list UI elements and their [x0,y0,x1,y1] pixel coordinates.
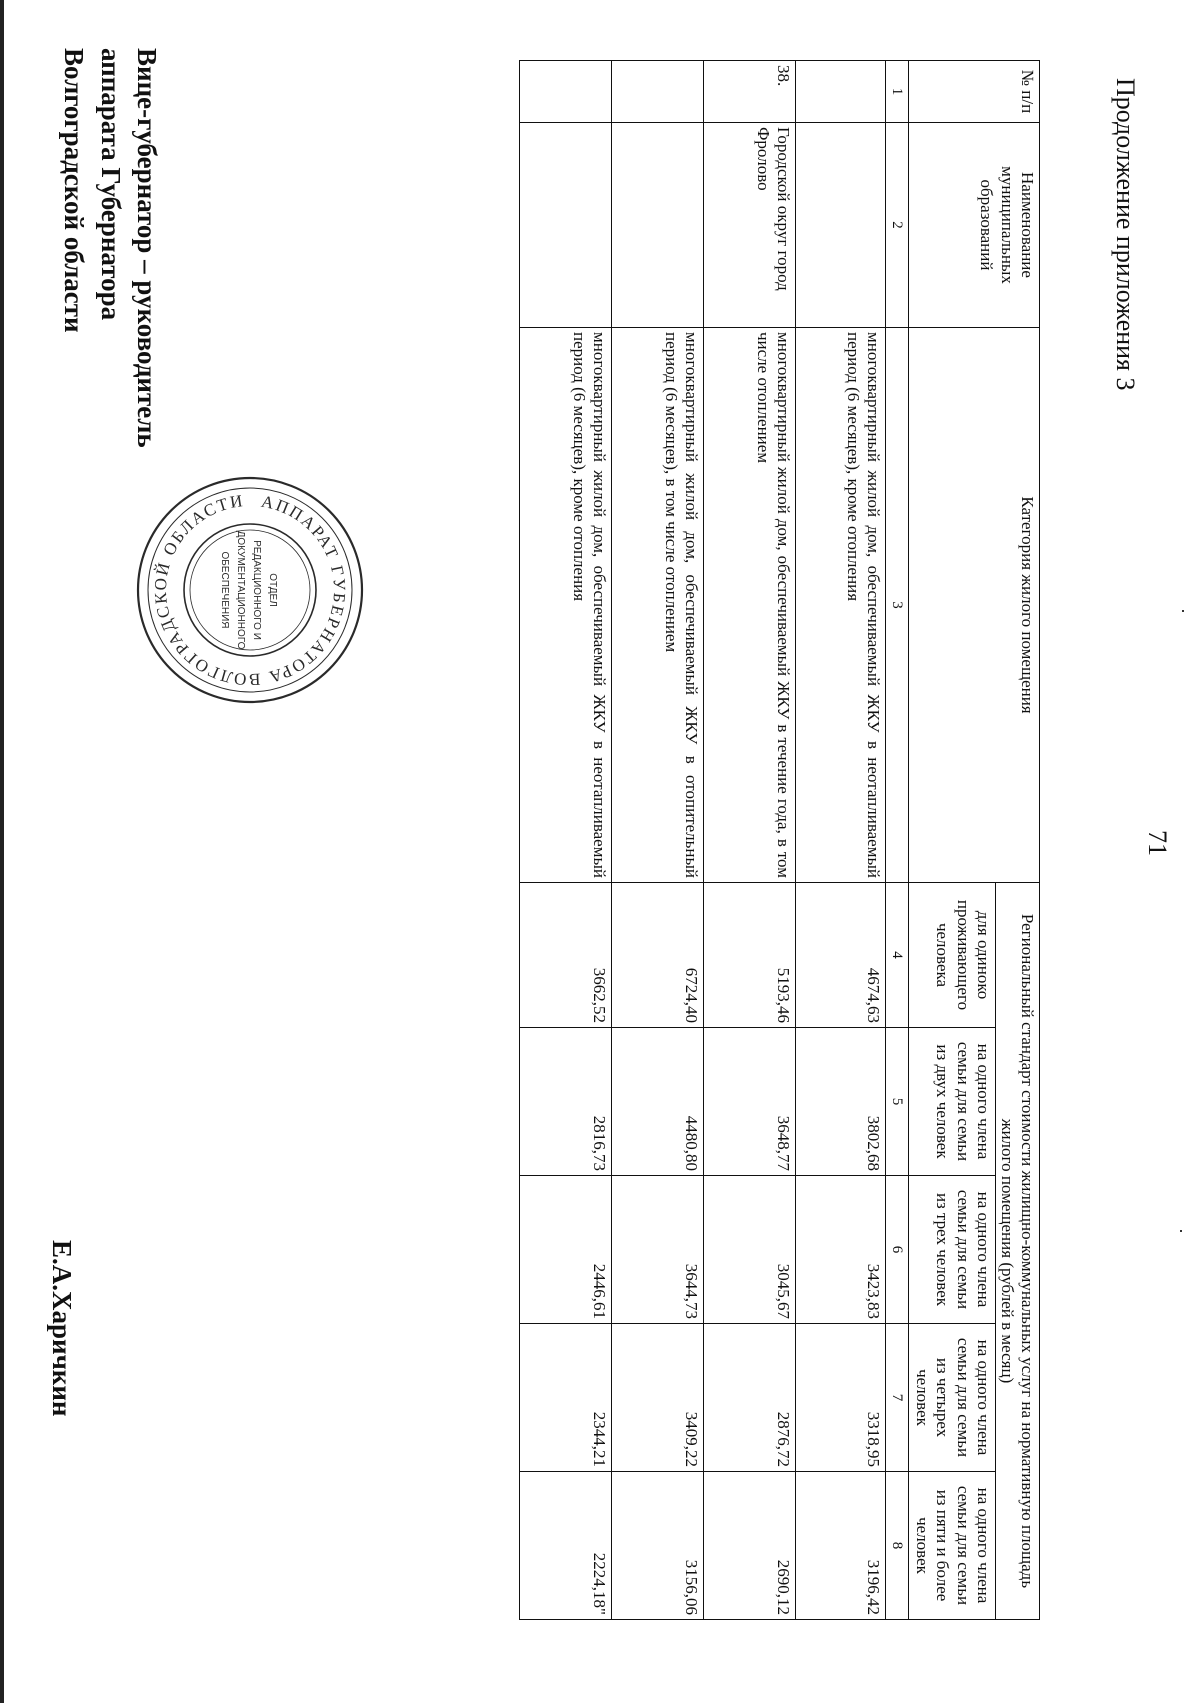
subheader-family-5plus: на одного члена семьи для семьи из пяти и более человек [909,1472,996,1620]
subheader-family-2: на одного члена семьи для семьи из двух человек [909,1028,996,1176]
row-value-family-4: 2344,21 [520,1324,612,1472]
signature-position-line: Волгоградской области [59,48,90,333]
row-value-family-5plus: 3156,06 [612,1472,704,1620]
row-value-family-4: 3318,95 [796,1324,886,1472]
row-value-family-2: 4480,80 [612,1028,704,1176]
signature-position [56,48,165,448]
row-value-family-3: 2446,61 [520,1176,612,1324]
header-category: Категория жилого помещения [909,328,1040,883]
col-num-6: 6 [886,1176,909,1324]
col-num-4: 4 [886,883,909,1028]
row-num [520,61,612,123]
row-value-family-2: 3802,68 [796,1028,886,1176]
header-num: № п/п [909,61,1040,123]
stamp-inner-line: ОТДЕЛ [267,573,278,607]
stamp-inner-line: РЕДАКЦИОННОГО И [251,540,262,640]
row-num [796,61,886,123]
subheader-family-4: на одного члена семьи для семьи из четырех человек [909,1324,996,1472]
row-num: 38. [704,61,796,123]
page-number: 71 [1143,830,1172,856]
table-row [520,61,612,1620]
signature-position-line: Вице-губернатор – руководитель [132,48,162,448]
col-num-7: 7 [886,1324,909,1472]
row-municipality: Городской округ город Фролово [704,123,796,328]
row-category: многоквартирный жилой дом, обеспечиваемый ЖКУ в неотапливаемый период (6 месяцев), кроме отопления [520,328,612,883]
official-stamp [130,470,370,710]
row-value-family-2: 2816,73 [520,1028,612,1176]
col-num-3: 3 [886,328,909,883]
row-value-family-2: 3648,77 [704,1028,796,1176]
row-value-family-5plus: 2690,12 [704,1472,796,1620]
col-num-8: 8 [886,1472,909,1620]
row-category: многоквартирный жилой дом, обеспечиваемый ЖКУ в течение года, в том числе отоплением [704,328,796,883]
col-num-1: 1 [886,61,909,123]
row-value-single: 3662,52 [520,883,612,1028]
row-category: многоквартирный жилой дом, обеспечиваемый ЖКУ в неотапливаемый период (6 месяцев), кроме отопления [796,328,886,883]
col-num-2: 2 [886,123,909,328]
stamp-inner-line: ДОКУМЕНТАЦИОННОГО [235,530,246,650]
appendix-caption: Продолжение приложения 3 [1111,78,1140,391]
row-num [612,61,704,123]
signature-name: Е.А.Харичкин [47,1240,77,1417]
row-value-single: 4674,63 [796,883,886,1028]
column-number-row [886,61,909,1620]
row-value-family-3: 3045,67 [704,1176,796,1324]
stamp-outer-text: АППАРАТ ГУБЕРНАТОРА ВОЛГОГРАДСКОЙ ОБЛАСТИ [150,491,350,690]
row-municipality [612,123,704,328]
stamp-inner-line: ОБЕСПЕЧЕНИЯ [219,551,230,629]
row-value-family-3: 3644,73 [612,1176,704,1324]
header-row [995,61,1039,1620]
housing-standard-table [519,60,1040,1620]
row-category: многоквартирный жилой дом, обеспечиваемый ЖКУ в отопительный период (6 месяцев), в том числе отоплением [612,328,704,883]
header-regional-standard: Региональный стандарт стоимости жилищно-коммунальных услуг на нормативную площадь жилого помещения (рублей в месяц) [995,883,1039,1620]
table-row [612,61,704,1620]
subheader-single: для одиноко проживающего человека [909,883,996,1028]
row-value-family-4: 2876,72 [704,1324,796,1472]
row-municipality [520,123,612,328]
col-num-5: 5 [886,1028,909,1176]
row-value-family-4: 3409,22 [612,1324,704,1472]
row-value-family-3: 3423,83 [796,1176,886,1324]
row-value-single: 6724,40 [612,883,704,1028]
row-value-family-5plus: 3196,42 [796,1472,886,1620]
row-municipality [796,123,886,328]
signature-position-line: аппарата Губернатора [95,48,126,321]
row-value-family-5plus: 2224,18" [520,1472,612,1620]
subheader-family-3: на одного члена семьи для семьи из трех человек [909,1176,996,1324]
row-value-single: 5193,46 [704,883,796,1028]
header-municipality: Наименование муниципальных образований [909,123,1040,328]
table-row [704,61,796,1620]
table-row [796,61,886,1620]
